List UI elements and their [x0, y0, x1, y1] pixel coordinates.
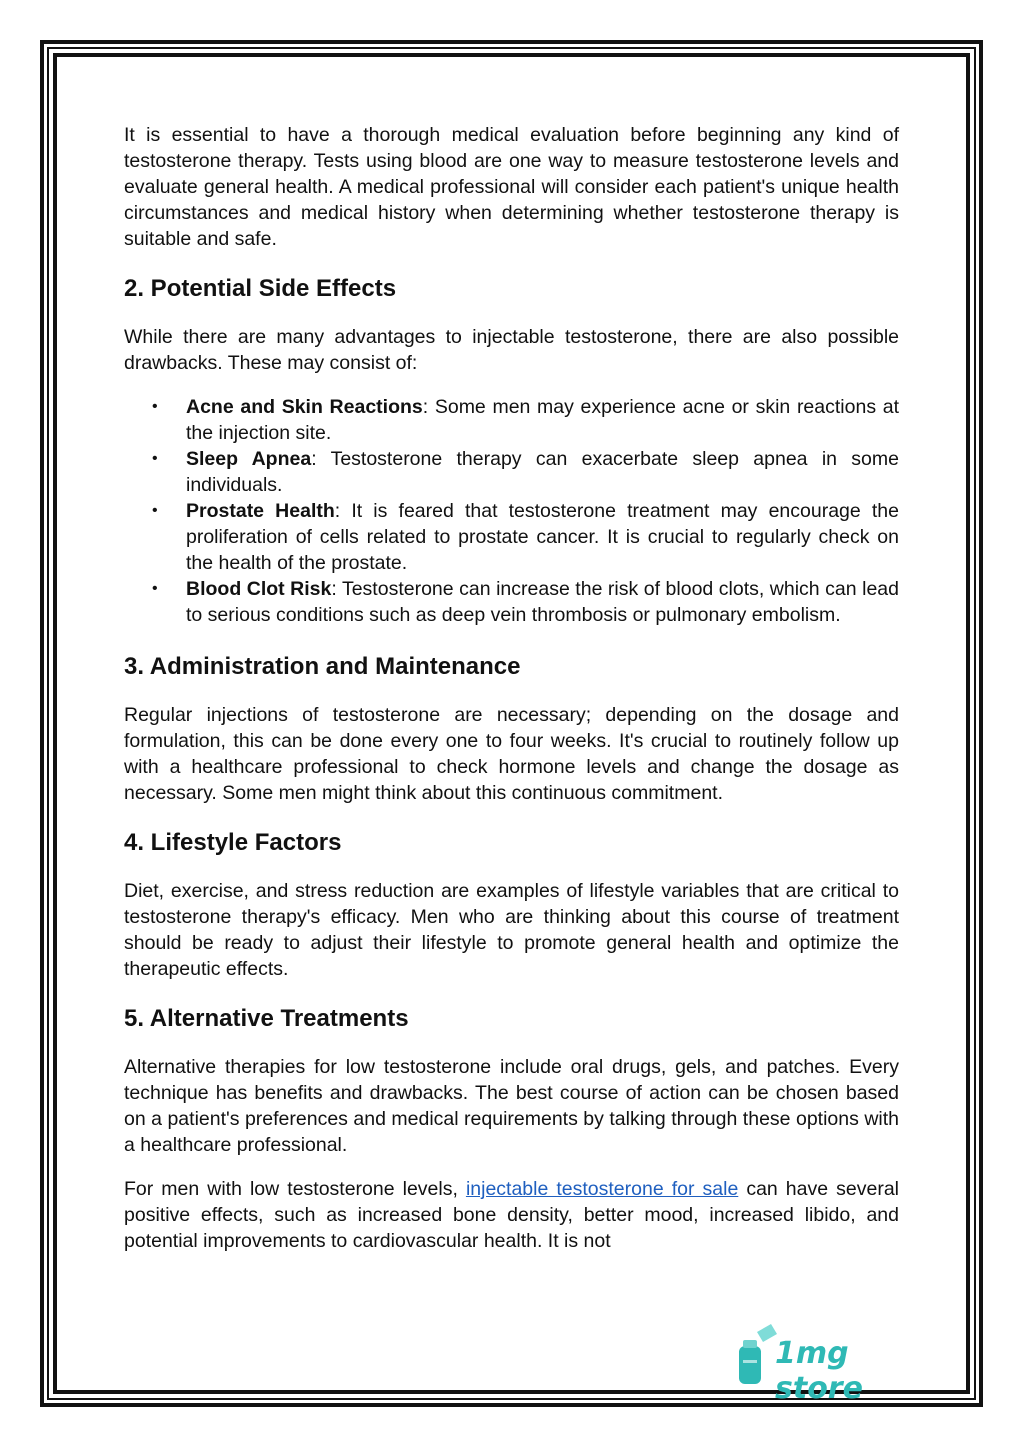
list-item [152, 394, 899, 446]
side-effects-intro: While there are many advantages to injectable testosterone, there are also possible drawbacks. These may consist of: [124, 326, 899, 374]
list-item-term: Sleep Apnea [186, 448, 312, 470]
closing-text-before: For men with low testosterone levels, [124, 1178, 466, 1200]
bullet-icon: • [152, 502, 158, 519]
list-item [152, 576, 899, 628]
alternatives-paragraph: Alternative therapies for low testosterone include oral drugs, gels, and patches. Every technique has benefits and drawbacks. The best course of action can be chosen based on a patient's preferences and medical requirements by talking through these options with a healthcare professional. [124, 1056, 899, 1156]
closing-text-after: can have several positive effects, such as increased bone density, better mood, increased libido, and potential improvements to cardiovascular health. It is not [124, 1178, 899, 1252]
lifestyle-paragraph: Diet, exercise, and stress reduction are examples of lifestyle variables that are critical to testosterone therapy's efficacy. Men who are thinking about this course of treatment should be ready to adjust their lifestyle to promote general health and optimize the therapeutic effects. [124, 880, 899, 980]
list-item [152, 446, 899, 498]
product-link[interactable]: injectable testosterone for sale [465, 1178, 739, 1200]
bullet-icon: • [152, 398, 158, 415]
administration-paragraph: Regular injections of testosterone are necessary; depending on the dosage and formulation, this can be done every one to four weeks. It's crucial to routinely follow up with a healthcare professional to check hormone levels and change the dosage as necessary. Some men might think about this continuous commitment. [124, 704, 899, 804]
section-heading-administration: 3. Administration and Maintenance [124, 653, 521, 680]
document-content [124, 122, 899, 1272]
side-effects-list [124, 394, 899, 628]
intro-paragraph: It is essential to have a thorough medical evaluation before beginning any kind of testosterone therapy. Tests using blood are one way to measure testosterone levels and evaluate general health. A medical professional will consider each patient's unique health circumstances and medical history when determining whether testosterone therapy is suitable and safe. [124, 124, 899, 250]
bullet-icon: • [152, 580, 158, 597]
list-item-term: Acne and Skin Reactions [186, 396, 423, 418]
list-item-term: Prostate Health [186, 500, 335, 522]
section-heading-side-effects: 2. Potential Side Effects [124, 275, 397, 302]
section-heading-lifestyle: 4. Lifestyle Factors [124, 829, 342, 856]
brand-logo[interactable] [735, 1320, 905, 1406]
list-item [152, 498, 899, 576]
closing-paragraph [124, 1176, 899, 1254]
list-item-text: : Some men may experience acne or skin reactions at the injection site. [186, 396, 899, 444]
bullet-icon: • [152, 450, 158, 467]
list-item-term: Blood Clot Risk [186, 578, 332, 600]
section-heading-alternatives: 5. Alternative Treatments [124, 1005, 409, 1032]
list-item-text: : Testosterone therapy can exacerbate sleep apnea in some individuals. [186, 448, 899, 496]
list-item-text: : Testosterone can increase the risk of blood clots, which can lead to serious conditions such as deep vein thrombosis or pulmonary embolism. [186, 578, 899, 626]
logo-text: 1mg store [775, 1336, 863, 1406]
list-item-text: : It is feared that testosterone treatment may encourage the proliferation of cells related to prostate cancer. It is crucial to regularly check on the health of the prostate. [186, 500, 899, 574]
